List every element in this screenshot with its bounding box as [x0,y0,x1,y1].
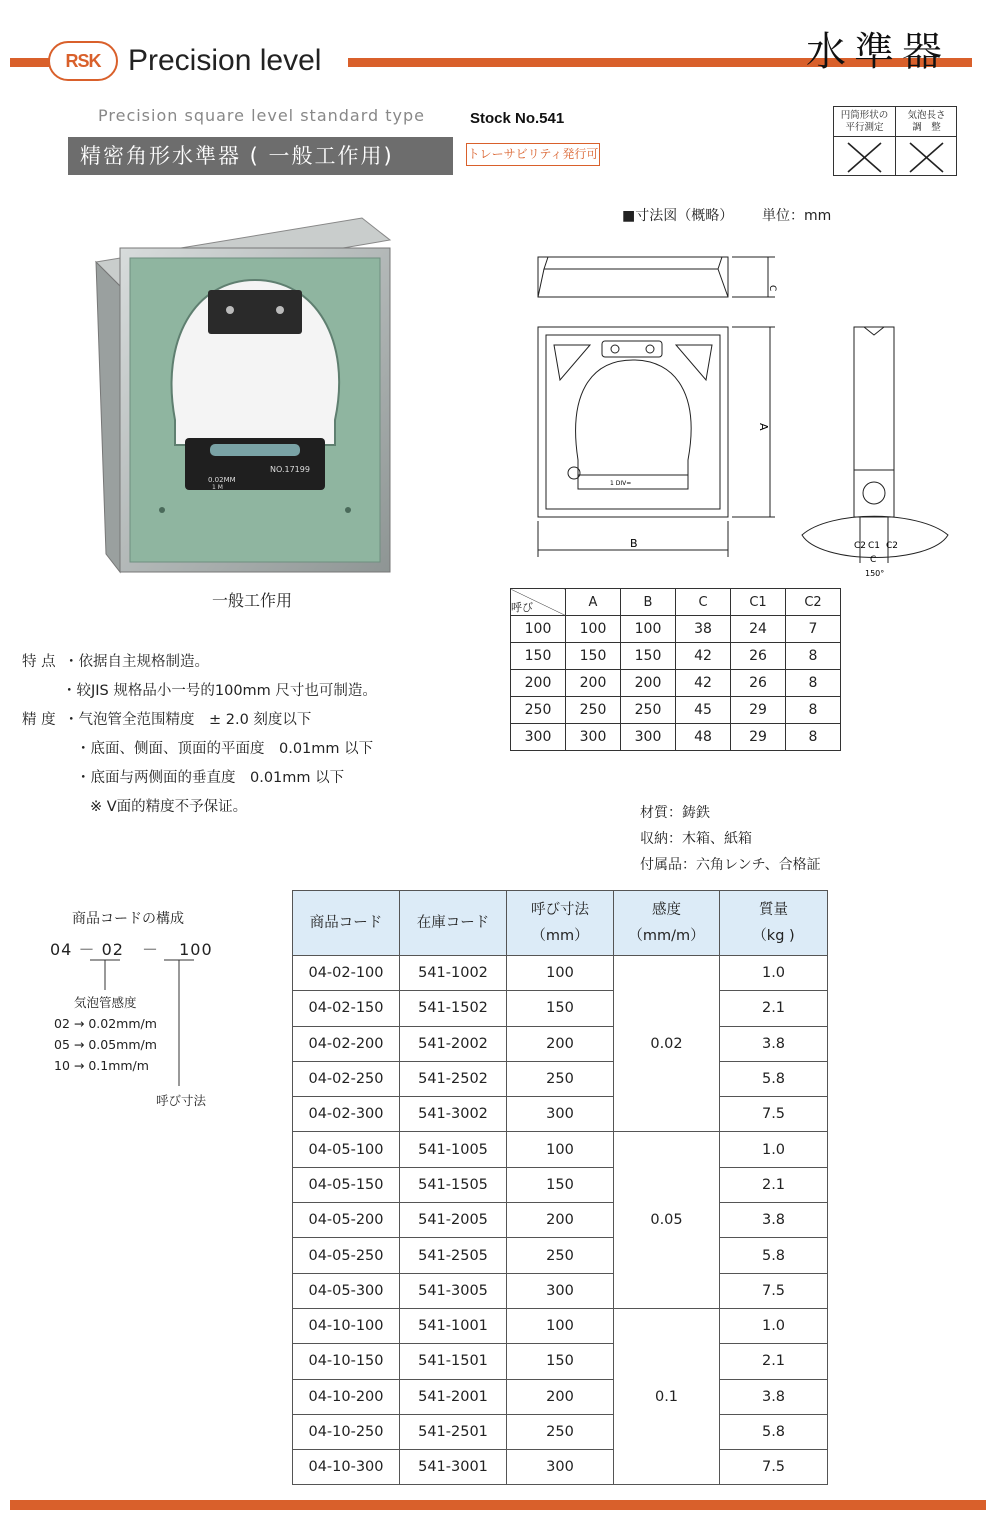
product-table-header [293,891,828,956]
feature-label-2: 精 度 [22,712,56,728]
dim-cell-value: 8 [786,724,841,751]
cell-stock-code: 541-1002 [400,956,507,991]
table-row [293,956,828,991]
vial-text-sensitivity: 0.02MM [208,476,236,484]
header-size-2: （mm） [531,928,589,944]
spec-cell-parallel [834,107,896,175]
cell-product-code: 04-02-200 [293,1026,400,1061]
dimension-drawing [520,245,960,585]
cell-product-code: 04-02-100 [293,956,400,991]
cell-stock-code: 541-1501 [400,1344,507,1379]
cell-size: 150 [507,991,614,1026]
photo-caption: 一般工作用 [212,591,293,610]
table-row [293,1061,828,1096]
code-legend-opt-3: 10 → 0.1mm/m [54,1058,149,1073]
dim-table-row [511,643,841,670]
accessories-line: 付属品：六角レンチ、合格証 [640,857,821,873]
cell-stock-code: 541-2001 [400,1379,507,1414]
header-size-1: 呼び寸法 [531,902,589,918]
dim-header-c2: C2 [786,589,841,616]
table-row [293,1308,828,1343]
table-row [293,991,828,1026]
cell-size: 150 [507,1167,614,1202]
cell-stock-code: 541-2002 [400,1026,507,1061]
dim-cell-value: 29 [731,697,786,724]
cell-mass: 3.8 [720,1026,828,1061]
cell-stock-code: 541-2501 [400,1414,507,1449]
table-row [293,1414,828,1449]
cell-stock-code: 541-2502 [400,1061,507,1096]
dim-label-div: 1 DIV= [610,480,632,487]
dim-cell-value: 200 [566,670,621,697]
brand-title: Precision level [128,44,322,77]
dim-cell-value: 200 [621,670,676,697]
storage-line: 収納：木箱、紙箱 [640,831,752,847]
dim-header-a: A [566,589,621,616]
cell-size: 100 [507,1308,614,1343]
spec-box [833,106,957,176]
cell-stock-code: 541-3002 [400,1097,507,1132]
subtitle-english: Precision square level standard type [98,106,425,125]
dim-cell-value: 100 [566,616,621,643]
dim-cell-value: 26 [731,670,786,697]
dim-header-b: B [621,589,676,616]
dim-table-row [511,670,841,697]
dim-table-header [511,589,841,616]
feature-line-5: ・底面与两侧面的垂直度 0.01mm 以下 [76,770,345,786]
cell-mass: 2.1 [720,1344,828,1379]
cell-size: 150 [507,1344,614,1379]
code-legend-size-label: 呼び寸法 [156,1093,207,1108]
dims-unit: 単位：mm [762,208,832,224]
dim-cell-value: 8 [786,697,841,724]
cell-size: 200 [507,1026,614,1061]
cell-size: 300 [507,1273,614,1308]
rsk-logo: RSK [48,41,118,81]
spec-label-bubble-2: 調 整 [912,122,941,133]
cell-product-code: 04-10-150 [293,1344,400,1379]
feature-line-6: ※ V面的精度不予保证。 [90,799,248,815]
dim-header-c: C [676,589,731,616]
cell-mass: 1.0 [720,1308,828,1343]
dim-label-c2-right: C2 [886,541,899,551]
header-size [507,891,614,956]
dim-cell-value: 45 [676,697,731,724]
cell-mass: 3.8 [720,1203,828,1238]
dim-corner-label: 呼び [511,601,533,614]
header-sensitivity [614,891,720,956]
header-mass-1: 質量 [759,902,788,918]
header-mass-2: （kg ) [752,928,795,944]
cell-product-code: 04-02-300 [293,1097,400,1132]
dim-cell-value: 150 [566,643,621,670]
cross-mark-icon [896,139,957,175]
dim-cell-value: 100 [621,616,676,643]
table-row [293,1273,828,1308]
dim-cell-value: 300 [566,724,621,751]
dim-cell-value: 48 [676,724,731,751]
table-row [293,1132,828,1167]
cell-mass: 5.8 [720,1414,828,1449]
header-mass [720,891,828,956]
table-row [293,1379,828,1414]
dim-cell-size: 200 [511,670,566,697]
cell-product-code: 04-05-300 [293,1273,400,1308]
cell-mass: 2.1 [720,991,828,1026]
table-row [293,1167,828,1202]
code-part-1: 04 [50,940,73,959]
table-row [293,1344,828,1379]
cell-product-code: 04-05-150 [293,1167,400,1202]
code-legend-title: 商品コードの構成 [72,911,184,927]
traceability-badge: トレーサビリティ発行可 [466,143,600,166]
dimension-table [510,588,841,751]
product-photo [90,210,410,580]
code-part-3: 100 [179,940,213,959]
dim-cell-value: 42 [676,643,731,670]
dim-cell-size: 100 [511,616,566,643]
material-line: 材質：鋳鉄 [640,805,710,821]
feature-line-2: ・较JIS 规格品小一号的100mm 尺寸也可制造。 [62,683,377,699]
spec-label-parallel-2: 平行測定 [845,122,884,133]
stock-number: Stock No.541 [470,110,565,127]
cross-mark-icon [834,139,895,175]
code-legend-opt-1: 02 → 0.02mm/m [54,1016,157,1031]
code-dash-1: － [78,940,96,959]
product-table [292,890,828,1485]
dim-cell-value: 26 [731,643,786,670]
table-row [293,1203,828,1238]
cell-product-code: 04-10-200 [293,1379,400,1414]
spec-label-parallel [834,107,895,137]
dim-cell-value: 42 [676,670,731,697]
dim-cell-value: 250 [621,697,676,724]
dim-cell-value: 8 [786,670,841,697]
cell-product-code: 04-02-150 [293,991,400,1026]
product-title-bar: 精密角形水準器 ( 一般工作用) [68,137,453,175]
table-row [293,1450,828,1485]
code-part-2: 02 [101,940,124,959]
footer-bar [10,1500,986,1510]
page-title: 水準器 [806,29,950,75]
header-sens-1: 感度 [652,902,681,918]
dim-cell-value: 24 [731,616,786,643]
table-row [293,1097,828,1132]
feature-label-1: 特 点 [22,654,56,670]
dim-label-c1: C1 [868,541,881,551]
spec-cell-bubble [896,107,957,175]
vial-text-length: 1 M [212,484,223,491]
header-stock-code: 在庫コード [400,891,507,956]
spec-label-bubble [896,107,957,137]
dim-cell-size: 150 [511,643,566,670]
cell-size: 200 [507,1203,614,1238]
cell-stock-code: 541-3005 [400,1273,507,1308]
cell-stock-code: 541-2005 [400,1203,507,1238]
cell-mass: 7.5 [720,1097,828,1132]
feature-line-4: ・底面、侧面、顶面的平面度 0.01mm 以下 [76,741,374,757]
cell-mass: 7.5 [720,1450,828,1485]
dim-cell-value: 150 [621,643,676,670]
header-bar-left [10,58,50,67]
dims-heading: ■寸法図（概略） [622,208,734,224]
header-product-code: 商品コード [293,891,400,956]
cell-product-code: 04-05-200 [293,1203,400,1238]
cell-sensitivity: 0.1 [614,1308,720,1484]
dim-table-row [511,616,841,643]
cell-size: 250 [507,1238,614,1273]
cell-size: 300 [507,1450,614,1485]
code-legend-parts [50,937,213,960]
cell-stock-code: 541-1005 [400,1132,507,1167]
dim-corner [511,589,566,616]
dim-label-b: B [630,537,638,550]
cell-mass: 7.5 [720,1273,828,1308]
cell-size: 100 [507,956,614,991]
dim-cell-size: 300 [511,724,566,751]
cell-product-code: 04-10-250 [293,1414,400,1449]
dim-label-c: C [767,285,777,292]
dim-label-a: A [757,423,770,431]
cell-product-code: 04-10-100 [293,1308,400,1343]
cell-mass: 5.8 [720,1238,828,1273]
dim-cell-value: 29 [731,724,786,751]
dim-cell-value: 38 [676,616,731,643]
cell-sensitivity: 0.02 [614,956,720,1132]
spec-label-parallel-1: 円筒形状の [840,110,889,121]
dim-table-row [511,724,841,751]
table-row [293,1238,828,1273]
cell-size: 250 [507,1061,614,1096]
dim-cell-value: 300 [621,724,676,751]
table-row [293,1026,828,1061]
cell-sensitivity: 0.05 [614,1132,720,1308]
dim-label-c2-left: C2 [854,541,867,551]
cell-size: 200 [507,1379,614,1414]
dim-cell-size: 250 [511,697,566,724]
cell-mass: 2.1 [720,1167,828,1202]
cell-stock-code: 541-3001 [400,1450,507,1485]
dim-cell-value: 8 [786,643,841,670]
cell-mass: 5.8 [720,1061,828,1096]
feature-line-1: ・依据自主规格制造。 [64,654,209,670]
feature-line-3: ・气泡管全范围精度 ± 2.0 刻度以下 [64,712,312,728]
dim-table-row [511,697,841,724]
code-legend-opt-2: 05 → 0.05mm/m [54,1037,157,1052]
spec-label-bubble-1: 気泡長さ [907,110,946,121]
dim-label-angle: 150° [865,569,885,578]
cell-stock-code: 541-1505 [400,1167,507,1202]
vial-serial: NO.17199 [270,465,310,474]
cell-stock-code: 541-2505 [400,1238,507,1273]
cell-stock-code: 541-1502 [400,991,507,1026]
cell-mass: 3.8 [720,1379,828,1414]
code-dash-2: － [142,940,160,959]
dim-cell-value: 7 [786,616,841,643]
cell-product-code: 04-05-250 [293,1238,400,1273]
cell-product-code: 04-05-100 [293,1132,400,1167]
cell-product-code: 04-10-300 [293,1450,400,1485]
cell-size: 300 [507,1097,614,1132]
cell-size: 250 [507,1414,614,1449]
cell-mass: 1.0 [720,956,828,991]
dim-header-c1: C1 [731,589,786,616]
dim-cell-value: 250 [566,697,621,724]
cell-stock-code: 541-1001 [400,1308,507,1343]
cell-mass: 1.0 [720,1132,828,1167]
cell-size: 100 [507,1132,614,1167]
header-sens-2: （mm/m） [628,928,705,944]
code-legend-sens-label: 気泡管感度 [74,995,137,1010]
cell-product-code: 04-02-250 [293,1061,400,1096]
dim-label-c-bottom: C [870,555,877,565]
